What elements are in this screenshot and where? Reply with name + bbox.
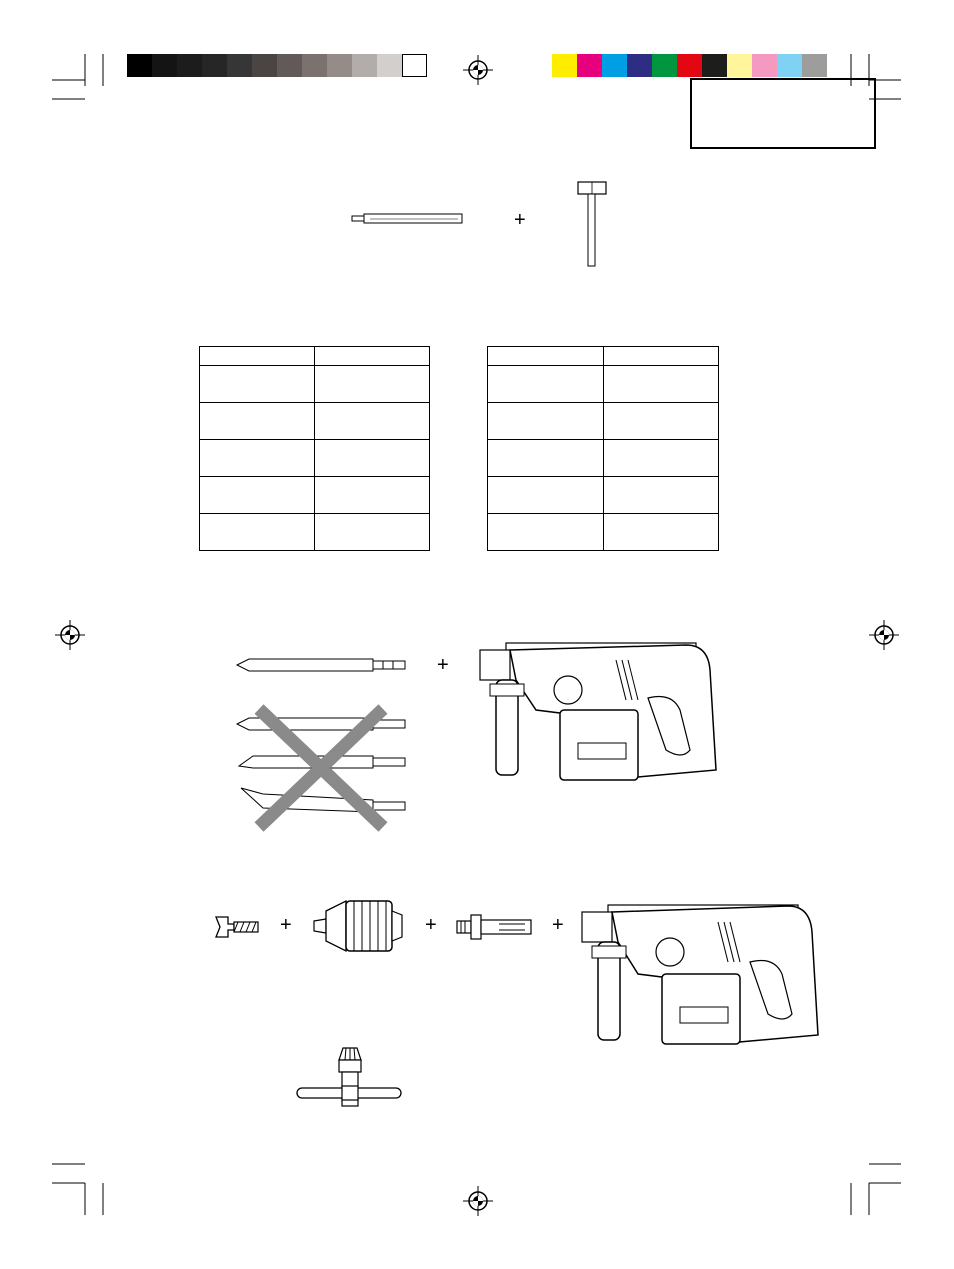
rotary-hammer-icon <box>476 640 721 785</box>
rotary-hammer-icon <box>578 900 823 1050</box>
color-swatch <box>377 54 402 77</box>
plus-sign: + <box>552 914 564 936</box>
table-cell <box>200 403 315 440</box>
table-cell <box>315 514 430 551</box>
table-cell <box>488 514 604 551</box>
table-cell <box>488 366 604 403</box>
hammer-icon <box>576 180 608 270</box>
drill-bit-icon <box>233 655 408 675</box>
registration-mark-icon <box>869 620 899 650</box>
table-cell <box>315 347 430 366</box>
color-swatch <box>327 54 352 77</box>
table-row <box>200 440 430 477</box>
color-swatch <box>177 54 202 77</box>
table-cell <box>488 477 604 514</box>
chuck-adapter-icon <box>455 912 535 942</box>
color-swatch <box>552 54 577 77</box>
registration-mark-icon <box>463 1186 493 1216</box>
table-cell <box>315 366 430 403</box>
registration-mark-icon <box>55 620 85 650</box>
chuck-key-icon <box>295 1040 405 1110</box>
plus-sign: + <box>280 914 292 936</box>
color-swatch <box>802 54 827 77</box>
color-swatch <box>627 54 652 77</box>
color-swatch <box>127 54 152 77</box>
table-cell <box>603 514 719 551</box>
chuck-screw-icon <box>214 915 262 939</box>
table-cell <box>315 440 430 477</box>
table-cell <box>200 477 315 514</box>
drill-chuck-icon <box>312 895 404 957</box>
plus-sign: + <box>437 654 449 676</box>
color-swatch <box>777 54 802 77</box>
color-swatch <box>277 54 302 77</box>
color-swatch <box>677 54 702 77</box>
table-row <box>488 347 719 366</box>
spec-table-left <box>199 346 430 551</box>
table-row <box>200 514 430 551</box>
header-label-box <box>690 78 876 149</box>
color-swatch <box>702 54 727 77</box>
table-cell <box>315 403 430 440</box>
table-row <box>488 403 719 440</box>
color-swatch <box>402 54 427 77</box>
table-row <box>200 477 430 514</box>
color-swatch <box>577 54 602 77</box>
color-swatch <box>752 54 777 77</box>
table-cell <box>488 403 604 440</box>
color-swatch <box>202 54 227 77</box>
plus-sign: + <box>514 209 526 231</box>
table-cell <box>200 514 315 551</box>
color-swatch <box>252 54 277 77</box>
color-swatch <box>652 54 677 77</box>
table-row <box>488 440 719 477</box>
table-row <box>488 514 719 551</box>
color-swatch <box>602 54 627 77</box>
table-row <box>200 366 430 403</box>
table-cell <box>603 477 719 514</box>
table-cell <box>200 347 315 366</box>
spec-table-right <box>487 346 719 551</box>
table-cell <box>603 403 719 440</box>
color-swatch <box>302 54 327 77</box>
drill-bit-icon <box>350 212 470 226</box>
table-cell <box>603 347 719 366</box>
table-row <box>200 347 430 366</box>
table-cell <box>603 440 719 477</box>
table-row <box>488 366 719 403</box>
cross-out-icon <box>253 703 393 833</box>
table-cell <box>603 366 719 403</box>
table-cell <box>200 366 315 403</box>
table-cell <box>488 347 604 366</box>
table-cell <box>488 440 604 477</box>
table-row <box>200 403 430 440</box>
table-cell <box>315 477 430 514</box>
color-swatch <box>727 54 752 77</box>
table-row <box>488 477 719 514</box>
registration-mark-icon <box>463 55 493 85</box>
table-cell <box>200 440 315 477</box>
color-swatch <box>227 54 252 77</box>
color-swatch <box>152 54 177 77</box>
plus-sign: + <box>425 914 437 936</box>
color-swatch <box>352 54 377 77</box>
